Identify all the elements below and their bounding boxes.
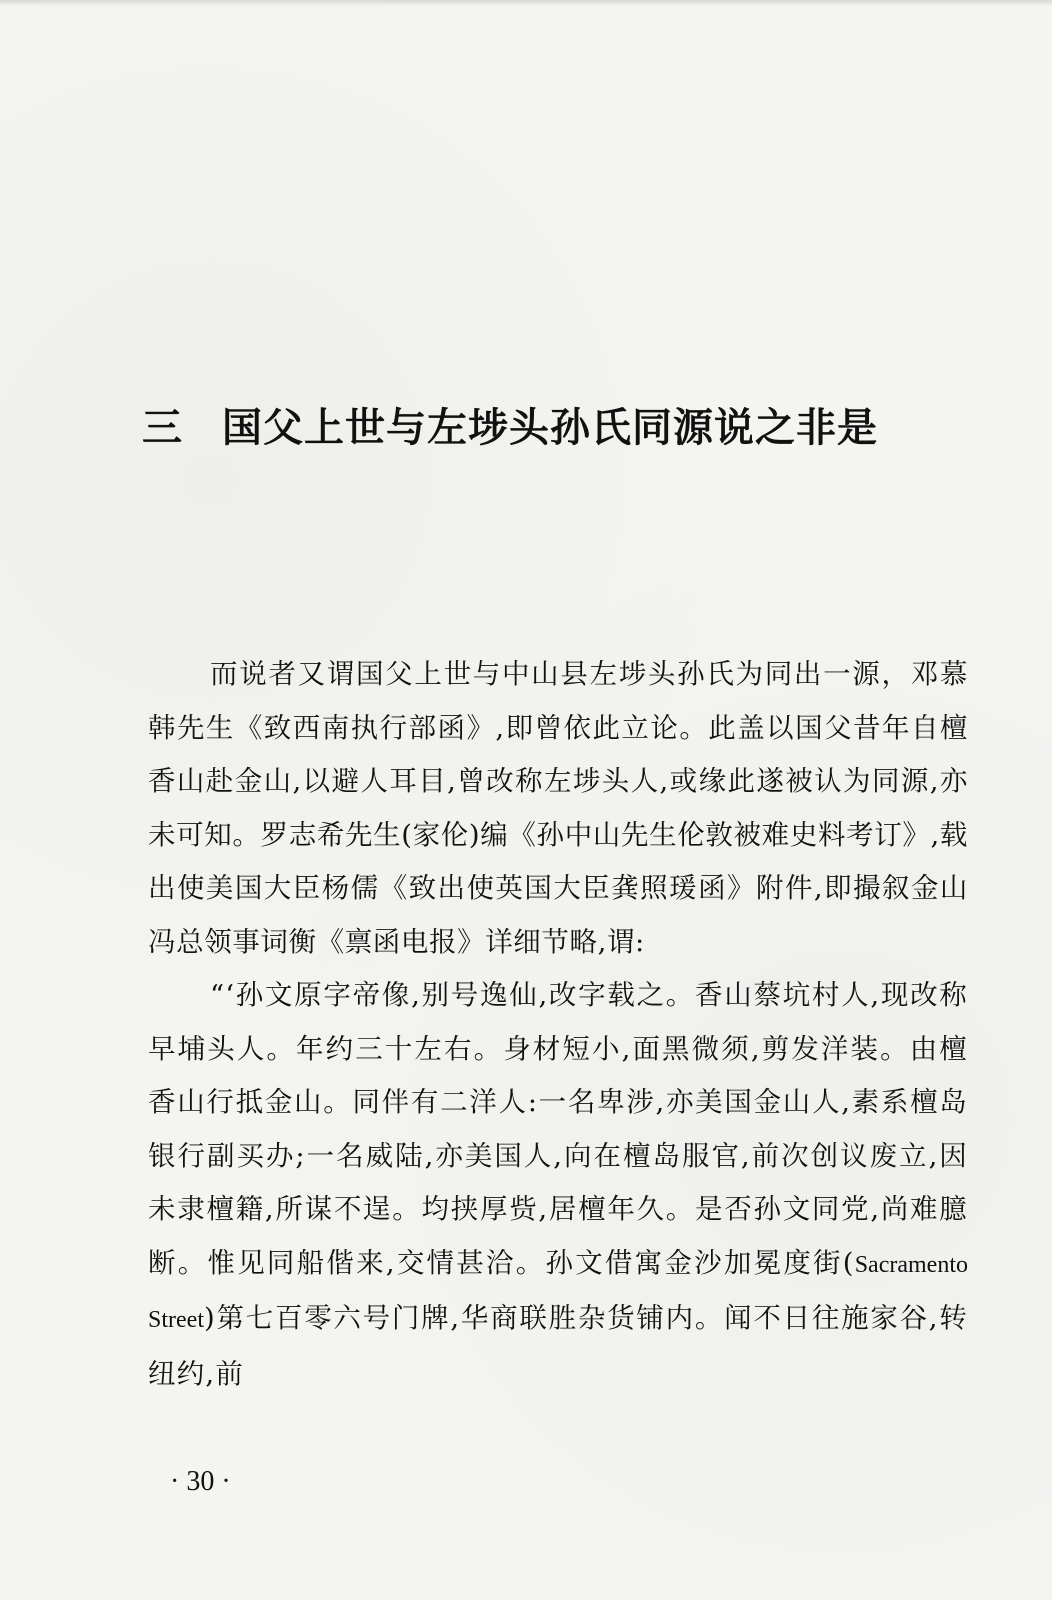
body-text: [148, 648, 968, 1401]
quoted-passage: [148, 969, 968, 1401]
quote-text-part-1: “‘孙文原字帝像,别号逸仙,改字载之。香山蔡坑村人,现改称早埔头人。年约三十左右。身材短小,面黑微须,剪发洋装。由檀香山行抵金山。同伴有二洋人:一名卑涉,亦美国金山人,素系檀岛银行副买办;一名威陆,亦美国人,向在檀岛服官,前次创议废立,因未隶檀籍,所谋不逞。均挟厚赀,居檀年久。是否孙文同党,尚难臆断。惟见同船偕来,交情甚洽。孙文借寓金沙加冕度街(: [148, 979, 968, 1279]
chapter-number: 三: [142, 405, 182, 451]
chapter-heading: [142, 398, 942, 458]
chapter-title: 国父上世与左埗头孙氏同源说之非是: [222, 405, 878, 451]
quote-text-part-2: )第七百零六号门牌,华商联胜杂货铺内。闻不日往施家谷,转纽约,前: [148, 1302, 968, 1390]
street-name-latin: Sacramento Street: [148, 1251, 968, 1333]
scan-edge-shadow: [0, 0, 1052, 6]
paragraph: 而说者又谓国父上世与中山县左埗头孙氏为同出一源，邓慕韩先生《致西南执行部函》,即曾依此立论。此盖以国父昔年自檀香山赴金山,以避人耳目,曾改称左埗头人,或缘此遂被认为同源,亦未可知。罗志希先生(家伦)编《孙中山先生伦敦被难史料考订》,载出使美国大臣杨儒《致出使英国大臣龚照瑗函》附件,即撮叙金山冯总领事词衡《禀函电报》详细节略,谓:: [148, 658, 968, 958]
page-number: · 30 ·: [170, 1466, 231, 1497]
